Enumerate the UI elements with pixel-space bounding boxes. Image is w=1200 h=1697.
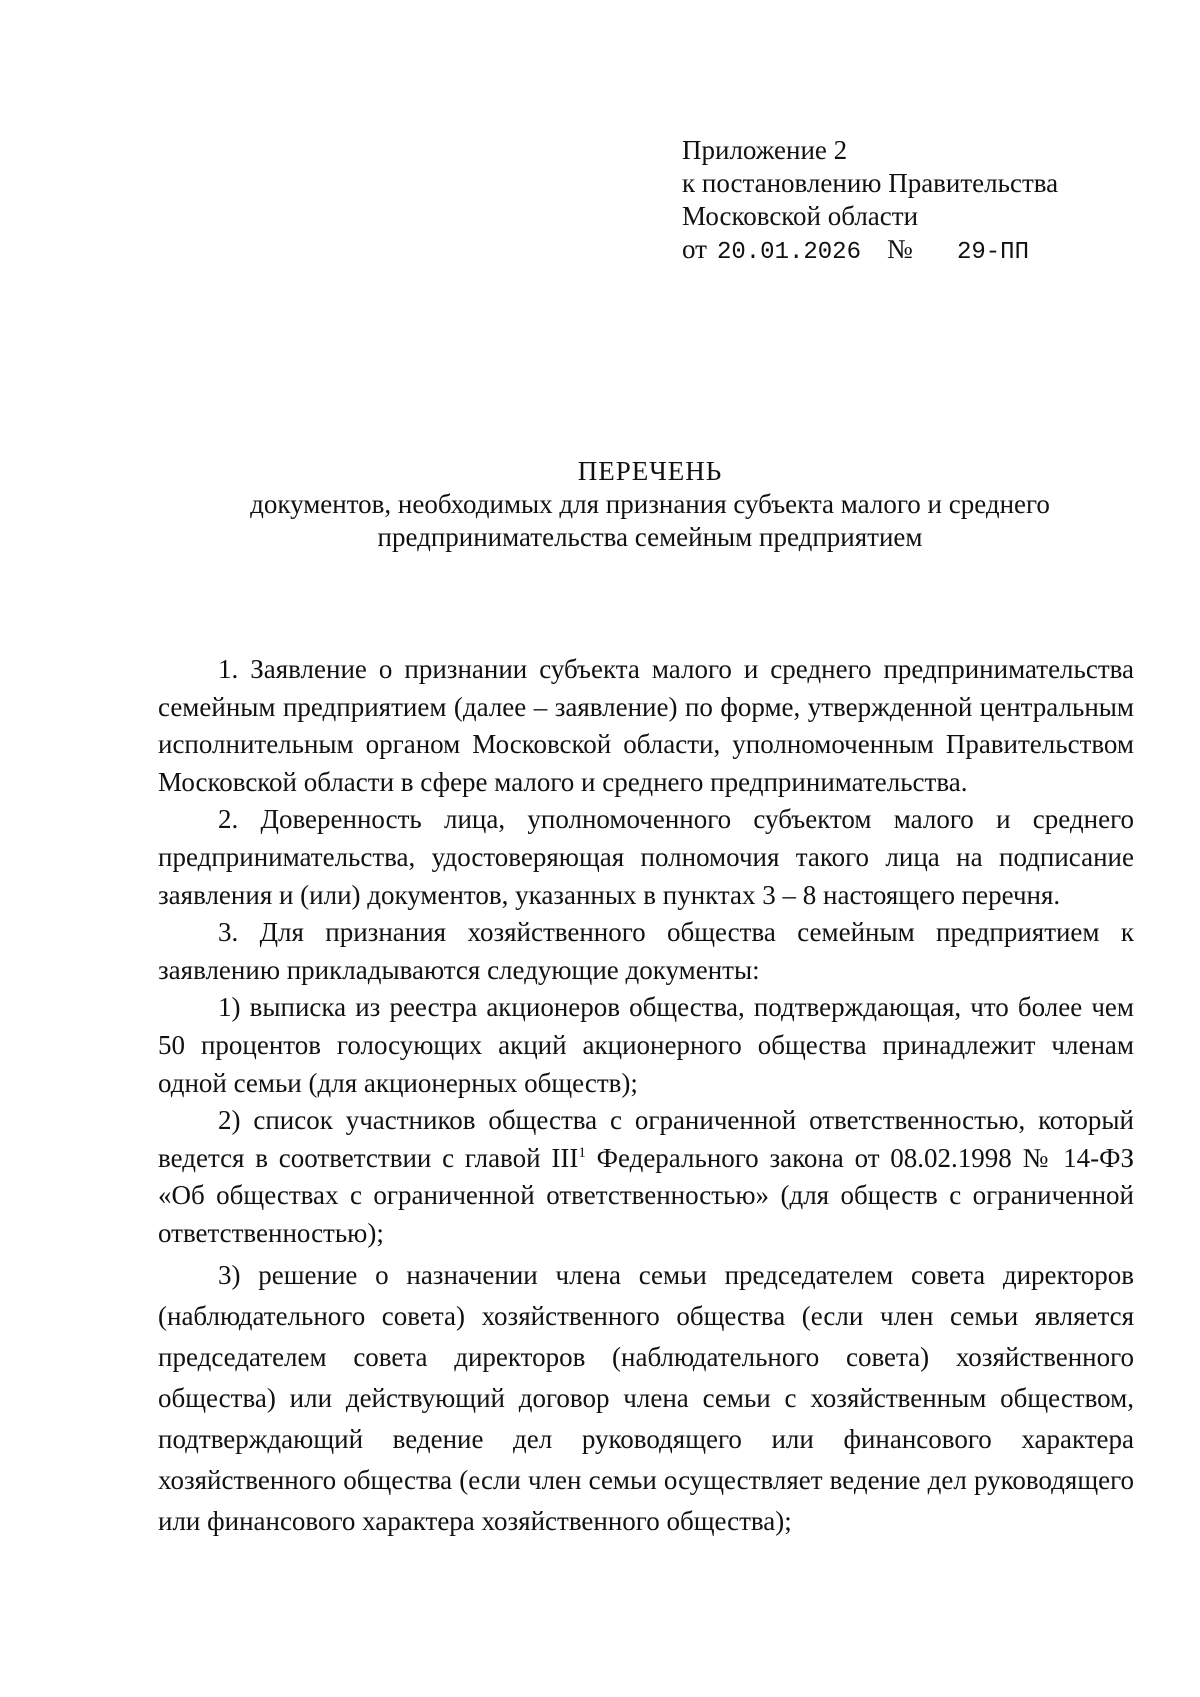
annex-reference: к постановлению Правительства bbox=[682, 168, 1059, 198]
document-body bbox=[158, 651, 1134, 1542]
number-value: 29-ПП bbox=[956, 239, 1029, 266]
date-prefix: от bbox=[682, 234, 707, 264]
annex-region: Московской области bbox=[682, 201, 919, 231]
paragraph-3: 3. Для признания хозяйственного общества семейным предприятием к заявлению прикладываются следующие документы: bbox=[158, 917, 1134, 985]
title-subtitle-line1: документов, необходимых для признания субъекта малого и среднего bbox=[250, 489, 1050, 519]
paragraph-3-2-part1: 2) список участников общества с ограниченной ответственностью, который ведется в соответствии с главой III bbox=[158, 1105, 1134, 1173]
annex-number: Приложение 2 bbox=[682, 135, 848, 165]
paragraph-2: 2. Доверенность лица, уполномоченного субъектом малого и среднего предпринимательства, удостоверяющая полномочия такого лица на подписание заявления и (или) документов, указанных в пунктах 3 – 8 настоящего перечня. bbox=[158, 804, 1134, 910]
number-sign: № bbox=[886, 234, 913, 264]
date-value: 20.01.2026 bbox=[716, 239, 861, 266]
paragraph-3-2 bbox=[158, 1102, 1134, 1252]
paragraph-1: 1. Заявление о признании субъекта малого и среднего предпринимательства семейным предприятием (далее – заявление) по форме, утвержденной центральным исполнительным органом Московской области, уполномоченным Правительством Московской области в сфере малого и среднего предпринимательства. bbox=[158, 654, 1134, 797]
title-heading: ПЕРЕЧЕНЬ bbox=[577, 456, 723, 486]
paragraph-3-2-superscript: 1 bbox=[578, 1144, 586, 1161]
paragraph-3-3: 3) решение о назначении члена семьи председателем совета директоров (наблюдательного совета) хозяйственного общества (если член семьи является председателем совета директоров (наблюдательного совета) хозяйственного общества) или действующий договор члена семьи с хозяйственным обществом, подтверждающий ведение дел руководящего или финансового характера хозяйственного общества (если член семьи осуществляет ведение дел руководящего или финансового характера хозяйственного общества); bbox=[158, 1259, 1134, 1536]
annex-date-row bbox=[682, 233, 1058, 269]
annex-header bbox=[682, 134, 1058, 269]
paragraph-3-1: 1) выписка из реестра акционеров общества, подтверждающая, что более чем 50 процентов голосующих акций акционерного общества принадлежит членам одной семьи (для акционерных обществ); bbox=[158, 992, 1134, 1098]
document-title bbox=[150, 455, 1150, 554]
paragraph-3-2-part2: Федерального закона от 08.02.1998 № 14-ФЗ «Об обществах с ограниченной ответственностью» (для обществ с ограниченной ответственностью); bbox=[158, 1142, 1135, 1248]
title-subtitle-line2: предпринимательства семейным предприятием bbox=[377, 522, 923, 552]
